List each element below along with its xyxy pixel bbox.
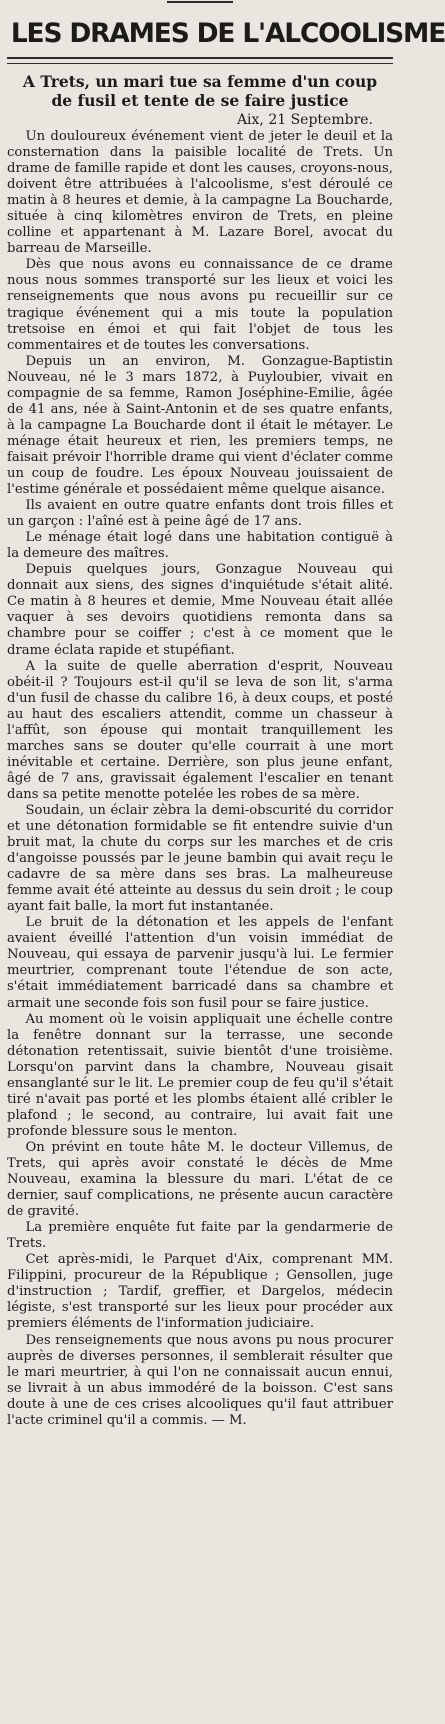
paragraph: Ils avaient en outre quatre enfants dont trois filles et un garçon : l'aîné est à peine âgé de 17 ans. [7, 498, 393, 530]
paragraph: Soudain, un éclair zèbra la demi-obscurité du corridor et une détonation formidable se fit entendre suivie d'un bruit mat, la chute du corps sur les marches et de cris d'angoisse poussés par le jeune bambin qui avait reçu le cadavre de sa mère dans ses bras. La malheureuse femme avait été atteinte au dessus du sein droit ; le coup ayant fait balle, la mort fut instantanée. [7, 802, 393, 915]
article-dateline: Aix, 21 Septembre. [236, 112, 373, 128]
paragraph: Cet après-midi, le Parquet d'Aix, comprenant MM. Filippini, procureur de la République ; Gensollen, juge d'instruction ; Tardif, greffier, et Dargelos, médecin légiste, s'est transporté sur les lieux pour procéder aux premiers éléments de l'information judiciaire. [7, 1252, 393, 1332]
section-masthead: LES DRAMES DE L'ALCOOLISME [10, 18, 445, 49]
paragraph: La première enquête fut faite par la gendarmerie de Trets. [7, 1220, 393, 1252]
paragraph: Le ménage était logé dans une habitation contiguë à la demeure des maîtres. [7, 530, 393, 562]
article-headline: A Trets, un mari tue sa femme d'un coup de fusil et tente de se faire justice [22, 72, 378, 110]
paragraph: Depuis un an environ, M. Gonzague-Baptistin Nouveau, né le 3 mars 1872, à Puyloubier, vivait en compagnie de sa femme, Ramon Joséphine-Emilie, âgée de 41 ans, née à Saint-Antonin et de ses quatre enfants, à la campagne La Boucharde dont il était le métayer. Le ménage était heureux et rien, les premiers temps, ne faisait prévoir l'horrible drame qui vient d'éclater comme un coup de foudre. Les époux Nouveau jouissaient de l'estime générale et possédaient même quelque aisance. [7, 353, 393, 498]
paragraph: Un douloureux événement vient de jeter le deuil et la consternation dans la paisible localité de Trets. Un drame de famille rapide et dont les causes, croyons-nous, doivent être attribuées à l'alcoolisme, s'est déroulé ce matin à 8 heures et demie, à la campagne La Boucharde, située à cinq kilomètres environ de Trets, en pleine colline et appartenant à M. Lazare Borel, avocat du barreau de Marseille. [7, 129, 393, 257]
paragraph: On prévint en toute hâte M. le docteur Villemus, de Trets, qui après avoir constaté le décès de Mme Nouveau, examina la blessure du mari. L'état de ce dernier, sauf complications, ne présente aucun caractère de gravité. [7, 1139, 393, 1220]
paragraph: Le bruit de la détonation et les appels de l'enfant avaient éveillé l'attention d'un voisin immédiat de Nouveau, qui essaya de parvenir jusqu'à lui. Le fermier meurtrier, comprenant toute l'étendue de son acte, s'était immédiatement barricadé dans sa chambre et armait une seconde fois son fusil pour se faire justice. [7, 915, 393, 1011]
paragraph: Dès que nous avons eu connaissance de ce drame nous nous sommes transporté sur les lieux et voici les renseignements que nous avons pu recueillir sur ce tragique événement qui a mis toute la population tretsoise en émoi et qui fait l'objet de tous les commentaires et de toutes les conversations. [7, 257, 393, 353]
paragraph: A la suite de quelle aberration d'esprit, Nouveau obéit-il ? Toujours est-il qu'il se leva de son lit, s'arma d'un fusil de chasse du calibre 16, à deux coups, et posté au haut des escaliers attendit, comme un chasseur à l'affût, son épouse qui montait tranquillement les marches sans se douter qu'elle courrait à une mort inévitable et certaine. Derrière, son plus jeune enfant, âgé de 7 ans, gravissait également l'escalier en tenant dans sa petite menotte potelée les robes de sa mère. [7, 658, 393, 802]
paragraph: Au moment où le voisin appliquait une échelle contre la fenêtre donnant sur la terrasse, une seconde détonation retentissait, suivie bientôt d'une troisième. Lorsqu'on parvint dans la chambre, Nouveau gisait ensanglanté sur le lit. Le premier coup de feu qu'il s'était tiré n'avait pas porté et les plombs étaient allé cribler le plafond ; le second, au contraire, lui avait fait une profonde blessure sous le menton. [7, 1011, 393, 1139]
paragraph: Des renseignements que nous avons pu nous procurer auprès de diverses personnes, il semblerait résulter que le mari meurtrier, à qui l'on ne connaissait aucun ennui, se livrait à un abus immodéré de la boisson. C'est sans doute à une de ces crises alcooliques qu'il faut attribuer l'acte criminel qu'il a commis. — M. [7, 1332, 393, 1428]
masthead-divider [7, 57, 393, 59]
masthead-divider-thin [7, 63, 393, 64]
paragraph: Depuis quelques jours, Gonzague Nouveau qui donnait aux siens, des signes d'inquiétude s'était alité. Ce matin à 8 heures et demie, Mme Nouveau était allée vaquer à ses devoirs quotidiens remonta dans sa chambre pour se coiffer ; c'est à ce moment que le drame éclata rapide et stupéfiant. [7, 562, 393, 658]
article-body [7, 129, 393, 1429]
top-rule [167, 0, 233, 7]
